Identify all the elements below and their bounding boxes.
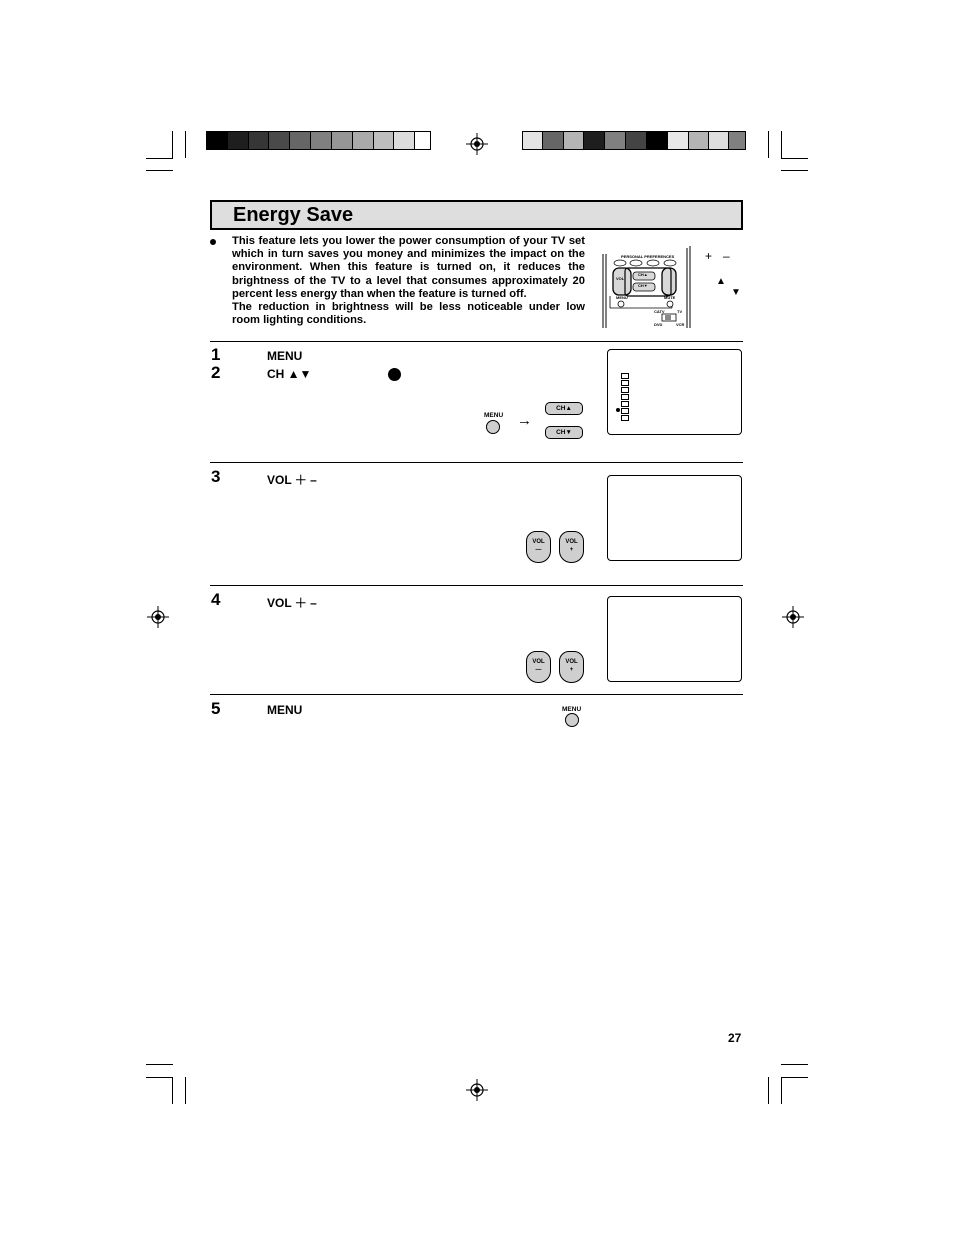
- color-bar-left: [206, 131, 431, 150]
- remote-vcr-label: VCR: [676, 322, 685, 327]
- remote-vol-label: VOL: [616, 276, 625, 281]
- menu-cursor-icon: [616, 408, 620, 412]
- ch-up-button[interactable]: CH▲: [545, 402, 583, 415]
- page-title: Energy Save: [233, 204, 354, 226]
- crop-mark: [185, 131, 186, 158]
- remote-mute-label: MUTE: [664, 295, 676, 300]
- tv-screen-menu: [607, 349, 742, 435]
- remote-ch-up-label: CH▲: [638, 272, 648, 277]
- side-plus: +: [705, 249, 713, 263]
- menu-icon: [621, 380, 629, 386]
- crop-mark: [768, 1077, 769, 1104]
- crop-mark: [781, 170, 808, 171]
- personal-preferences-label: PERSONAL PREFERENCES: [621, 254, 675, 259]
- menu-icon: [621, 394, 629, 400]
- menu-icon: [621, 408, 629, 414]
- title-banner: [210, 200, 743, 230]
- step-label: CH ▲▼: [267, 367, 312, 381]
- crop-mark: [172, 1077, 173, 1104]
- step-number: 4: [211, 590, 221, 609]
- crop-mark: [781, 158, 808, 159]
- crop-mark: [768, 131, 769, 158]
- section-divider: [210, 462, 743, 463]
- side-up-arrow: ▲: [716, 276, 726, 287]
- remote-ch-down-label: CH▼: [638, 283, 648, 288]
- side-down-arrow: ▼: [731, 287, 741, 298]
- vol-plus-sign: +: [569, 667, 574, 673]
- menu-button[interactable]: [486, 420, 500, 434]
- remote-dvd-label: DVD: [654, 322, 663, 327]
- page-number: 27: [728, 1031, 742, 1045]
- step-number: 2: [211, 363, 221, 382]
- crop-mark: [781, 1077, 808, 1078]
- bullet-icon: [210, 239, 216, 245]
- crop-mark: [146, 1064, 173, 1065]
- step-number: 1: [211, 345, 221, 364]
- step-number: 5: [211, 699, 221, 718]
- vol-minus-sign: —: [535, 547, 542, 553]
- vol-minus-button[interactable]: [526, 651, 551, 683]
- intro-paragraph-2: The reduction in brightness will be less noticeable under low room lighting conditions.: [232, 301, 585, 327]
- arrow-right-icon: →: [517, 412, 532, 429]
- step-label: MENU: [267, 349, 303, 363]
- section-divider: [210, 694, 743, 695]
- intro-paragraph-1: This feature lets you lower the power consumption of your TV set which in turn saves you money and minimizes the impact on the environment. When this feature is turned on, it reduces the brightness of the TV to a level that consumes approximately 20 percent less energy than when the feature is turned off.: [232, 235, 585, 300]
- vol-plus-label: VOL: [565, 539, 578, 545]
- menu-icon: [621, 373, 629, 379]
- remote-menu-label: MENU: [616, 295, 628, 300]
- registration-mark-icon: [147, 606, 169, 628]
- remote-diagram: [600, 246, 745, 331]
- crop-mark: [185, 1077, 186, 1104]
- tv-screen: [607, 475, 742, 561]
- menu-button[interactable]: [565, 713, 579, 727]
- crop-mark: [146, 1077, 173, 1078]
- menu-icon: [621, 401, 629, 407]
- menu-icon: [621, 415, 629, 421]
- crop-mark: [781, 1064, 808, 1065]
- step-label: MENU: [267, 703, 303, 717]
- crop-mark: [172, 131, 173, 158]
- selector-dot-icon: [388, 368, 401, 381]
- intro-text: [232, 235, 585, 327]
- registration-mark-icon: [466, 133, 488, 155]
- ch-down-button[interactable]: CH▼: [545, 426, 583, 439]
- side-minus: –: [723, 249, 730, 263]
- color-bar-right: [522, 131, 746, 150]
- vol-minus-sign: —: [535, 667, 542, 673]
- remote-catv-label: CATV: [654, 309, 665, 314]
- step-label: VOL ＋ –: [267, 473, 317, 487]
- registration-mark-icon: [782, 606, 804, 628]
- vol-minus-button[interactable]: [526, 531, 551, 563]
- crop-mark: [781, 131, 782, 158]
- remote-tv-label: TV: [677, 309, 683, 314]
- crop-mark: [781, 1077, 782, 1104]
- vol-plus-sign: +: [569, 547, 574, 553]
- vol-plus-button[interactable]: [559, 531, 584, 563]
- step-number: 3: [211, 467, 221, 486]
- vol-plus-button[interactable]: [559, 651, 584, 683]
- vol-plus-label: VOL: [565, 659, 578, 665]
- menu-button-label: MENU: [562, 706, 582, 713]
- vol-minus-label: VOL: [532, 659, 545, 665]
- crop-mark: [146, 170, 173, 171]
- step-label: VOL ＋ –: [267, 596, 317, 610]
- menu-button-label: MENU: [484, 412, 504, 419]
- tv-screen: [607, 596, 742, 682]
- vol-minus-label: VOL: [532, 539, 545, 545]
- registration-mark-icon: [466, 1079, 488, 1101]
- menu-icon: [621, 387, 629, 393]
- section-divider: [210, 341, 743, 342]
- section-divider: [210, 585, 743, 586]
- crop-mark: [146, 158, 173, 159]
